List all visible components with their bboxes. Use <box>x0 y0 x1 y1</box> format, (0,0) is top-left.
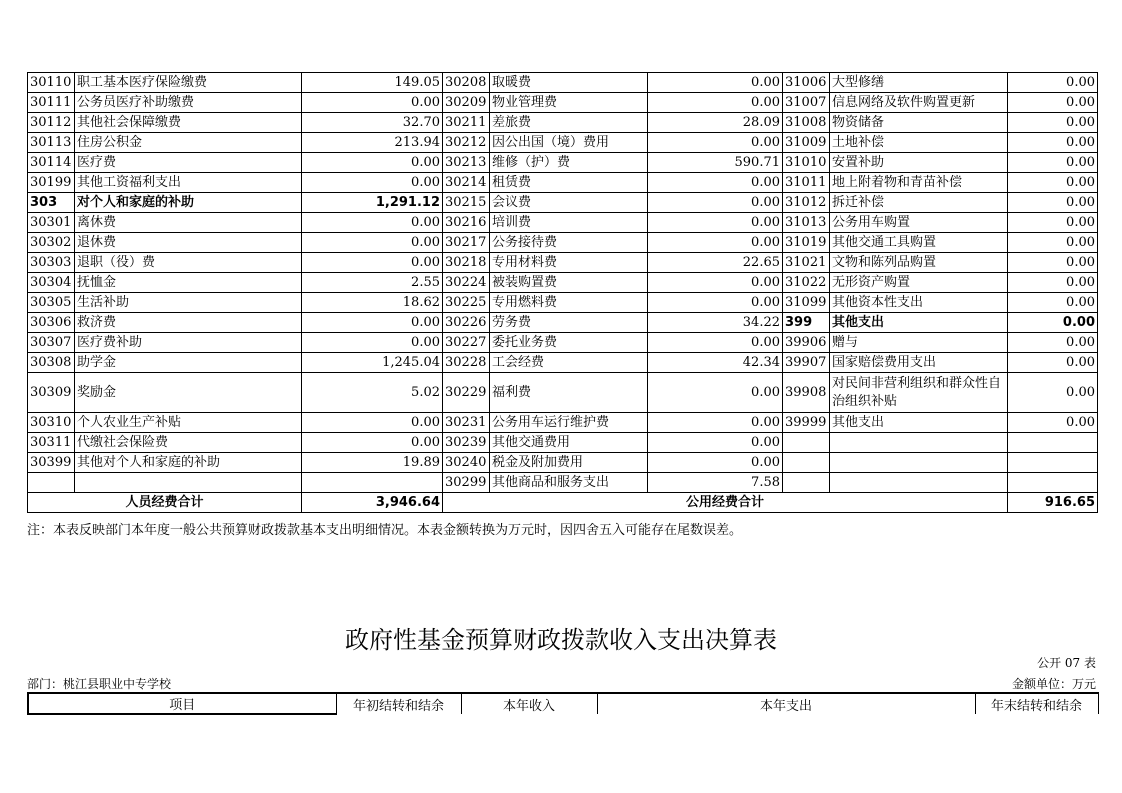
value-cell: 0.00 <box>648 233 783 253</box>
name-cell <box>75 473 302 493</box>
code-cell: 30309 <box>28 373 75 413</box>
code-cell: 30110 <box>28 73 75 93</box>
value-cell: 213.94 <box>302 133 443 153</box>
name-cell: 奖励金 <box>75 373 302 413</box>
value-cell: 0.00 <box>302 213 443 233</box>
value-cell: 0.00 <box>648 73 783 93</box>
name-cell: 退职（役）费 <box>75 253 302 273</box>
value-cell: 1,245.04 <box>302 353 443 373</box>
code-cell: 30217 <box>443 233 490 253</box>
value-cell: 0.00 <box>302 173 443 193</box>
table-row <box>28 253 1098 273</box>
table-row <box>28 333 1098 353</box>
code-cell: 30305 <box>28 293 75 313</box>
name-cell: 取暖费 <box>490 73 648 93</box>
value-cell: 0.00 <box>648 213 783 233</box>
code-cell: 31022 <box>783 273 830 293</box>
value-cell: 28.09 <box>648 113 783 133</box>
name-cell: 退休费 <box>75 233 302 253</box>
code-cell: 30209 <box>443 93 490 113</box>
code-cell: 30308 <box>28 353 75 373</box>
value-cell: 0.00 <box>1008 333 1098 353</box>
department-label: 部门：桃江县职业中专学校 <box>27 677 172 691</box>
name-cell: 其他支出 <box>830 313 1008 333</box>
code-cell: 30225 <box>443 293 490 313</box>
code-cell: 30239 <box>443 433 490 453</box>
code-cell: 399 <box>783 313 830 333</box>
value-cell: 0.00 <box>302 313 443 333</box>
header-expenditure: 本年支出 <box>597 693 975 714</box>
table-note: 注：本表反映部门本年度一般公共预算财政拨款基本支出明细情况。本表金额转换为万元时，因四舍五入可能存在尾数误差。 <box>27 523 743 538</box>
table-row <box>28 73 1098 93</box>
value-cell <box>1008 433 1098 453</box>
name-cell: 地上附着物和青苗补偿 <box>830 173 1008 193</box>
totals-row <box>28 493 1098 513</box>
table-body <box>28 73 1098 513</box>
name-cell: 赠与 <box>830 333 1008 353</box>
value-cell: 0.00 <box>648 453 783 473</box>
name-cell: 信息网络及软件购置更新 <box>830 93 1008 113</box>
value-cell: 0.00 <box>1008 73 1098 93</box>
code-cell: 30224 <box>443 273 490 293</box>
name-cell: 助学金 <box>75 353 302 373</box>
value-cell: 0.00 <box>648 193 783 213</box>
table-row <box>28 473 1098 493</box>
table-row <box>28 433 1098 453</box>
value-cell: 42.34 <box>648 353 783 373</box>
table-row <box>28 413 1098 433</box>
code-cell: 30311 <box>28 433 75 453</box>
value-cell: 0.00 <box>302 153 443 173</box>
code-cell: 30211 <box>443 113 490 133</box>
value-cell: 0.00 <box>648 293 783 313</box>
name-cell: 生活补助 <box>75 293 302 313</box>
name-cell: 抚恤金 <box>75 273 302 293</box>
code-cell: 30214 <box>443 173 490 193</box>
value-cell: 0.00 <box>648 173 783 193</box>
name-cell: 大型修缮 <box>830 73 1008 93</box>
name-cell: 专用燃料费 <box>490 293 648 313</box>
header-income: 本年收入 <box>461 693 597 714</box>
name-cell: 住房公积金 <box>75 133 302 153</box>
code-cell: 39999 <box>783 413 830 433</box>
code-cell: 30112 <box>28 113 75 133</box>
name-cell: 差旅费 <box>490 113 648 133</box>
name-cell: 公务员医疗补助缴费 <box>75 93 302 113</box>
code-cell: 30307 <box>28 333 75 353</box>
value-cell: 0.00 <box>1008 173 1098 193</box>
value-cell: 0.00 <box>648 433 783 453</box>
code-cell: 30304 <box>28 273 75 293</box>
table-row <box>28 173 1098 193</box>
code-cell: 30227 <box>443 333 490 353</box>
value-cell: 7.58 <box>648 473 783 493</box>
value-cell: 0.00 <box>1008 213 1098 233</box>
name-cell: 税金及附加费用 <box>490 453 648 473</box>
name-cell: 拆迁补偿 <box>830 193 1008 213</box>
value-cell: 0.00 <box>1008 273 1098 293</box>
value-cell: 0.00 <box>302 433 443 453</box>
table-row <box>28 233 1098 253</box>
name-cell: 福利费 <box>490 373 648 413</box>
table-row <box>28 313 1098 333</box>
table-row <box>28 193 1098 213</box>
name-cell: 代缴社会保险费 <box>75 433 302 453</box>
name-cell: 租赁费 <box>490 173 648 193</box>
personnel-total-label: 人员经费合计 <box>28 493 302 513</box>
value-cell: 18.62 <box>302 293 443 313</box>
code-cell: 39908 <box>783 373 830 413</box>
public-total-label: 公用经费合计 <box>443 493 1008 513</box>
value-cell <box>302 473 443 493</box>
value-cell: 5.02 <box>302 373 443 413</box>
value-cell: 0.00 <box>1008 353 1098 373</box>
name-cell: 被装购置费 <box>490 273 648 293</box>
name-cell: 维修（护）费 <box>490 153 648 173</box>
name-cell <box>830 453 1008 473</box>
value-cell: 0.00 <box>302 233 443 253</box>
personnel-total-value: 3,946.64 <box>302 493 443 513</box>
name-cell: 离休费 <box>75 213 302 233</box>
code-cell: 30231 <box>443 413 490 433</box>
code-cell: 39906 <box>783 333 830 353</box>
name-cell: 委托业务费 <box>490 333 648 353</box>
value-cell: 0.00 <box>302 413 443 433</box>
name-cell: 公务用车运行维护费 <box>490 413 648 433</box>
value-cell: 0.00 <box>1008 93 1098 113</box>
value-cell: 0.00 <box>1008 293 1098 313</box>
name-cell: 工会经费 <box>490 353 648 373</box>
code-cell: 31010 <box>783 153 830 173</box>
name-cell: 救济费 <box>75 313 302 333</box>
code-cell: 31007 <box>783 93 830 113</box>
name-cell: 其他资本性支出 <box>830 293 1008 313</box>
name-cell: 因公出国（境）费用 <box>490 133 648 153</box>
public-total-value: 916.65 <box>1008 493 1098 513</box>
header-item: 项目 <box>28 693 336 714</box>
name-cell: 对个人和家庭的补助 <box>75 193 302 213</box>
code-cell: 31019 <box>783 233 830 253</box>
name-cell: 公务用车购置 <box>830 213 1008 233</box>
value-cell: 0.00 <box>648 413 783 433</box>
table-row <box>28 213 1098 233</box>
value-cell: 0.00 <box>648 93 783 113</box>
code-cell: 30218 <box>443 253 490 273</box>
code-cell: 30199 <box>28 173 75 193</box>
value-cell: 34.22 <box>648 313 783 333</box>
value-cell: 0.00 <box>648 333 783 353</box>
name-cell: 其他工资福利支出 <box>75 173 302 193</box>
value-cell: 0.00 <box>1008 193 1098 213</box>
code-cell: 31008 <box>783 113 830 133</box>
value-cell: 22.65 <box>648 253 783 273</box>
value-cell <box>1008 473 1098 493</box>
page-title: 政府性基金预算财政拨款收入支出决算表 <box>345 626 777 654</box>
code-cell: 303 <box>28 193 75 213</box>
name-cell: 会议费 <box>490 193 648 213</box>
code-cell: 31099 <box>783 293 830 313</box>
name-cell: 其他对个人和家庭的补助 <box>75 453 302 473</box>
code-cell: 30208 <box>443 73 490 93</box>
value-cell <box>1008 453 1098 473</box>
value-cell: 0.00 <box>648 373 783 413</box>
value-cell: 0.00 <box>648 133 783 153</box>
value-cell: 0.00 <box>1008 253 1098 273</box>
header-opening-balance: 年初结转和结余 <box>336 693 461 714</box>
value-cell: 0.00 <box>1008 313 1098 333</box>
value-cell: 0.00 <box>1008 133 1098 153</box>
value-cell: 2.55 <box>302 273 443 293</box>
code-cell <box>28 473 75 493</box>
name-cell: 培训费 <box>490 213 648 233</box>
value-cell: 0.00 <box>1008 153 1098 173</box>
table-row <box>28 133 1098 153</box>
value-cell: 0.00 <box>302 253 443 273</box>
value-cell: 149.05 <box>302 73 443 93</box>
code-cell: 30114 <box>28 153 75 173</box>
code-cell: 30310 <box>28 413 75 433</box>
code-cell: 30213 <box>443 153 490 173</box>
name-cell: 个人农业生产补贴 <box>75 413 302 433</box>
unit-label: 金额单位：万元 <box>1011 677 1096 691</box>
name-cell: 土地补偿 <box>830 133 1008 153</box>
header-closing-balance: 年末结转和结余 <box>975 693 1098 714</box>
code-cell: 30299 <box>443 473 490 493</box>
code-cell: 30399 <box>28 453 75 473</box>
value-cell: 0.00 <box>648 273 783 293</box>
table-row <box>28 293 1098 313</box>
code-cell: 31006 <box>783 73 830 93</box>
code-cell: 30215 <box>443 193 490 213</box>
code-cell: 31013 <box>783 213 830 233</box>
fund-table-header <box>27 692 1099 715</box>
name-cell: 其他交通工具购置 <box>830 233 1008 253</box>
value-cell: 1,291.12 <box>302 193 443 213</box>
code-cell: 30111 <box>28 93 75 113</box>
table-row <box>28 453 1098 473</box>
name-cell <box>830 433 1008 453</box>
code-cell: 39907 <box>783 353 830 373</box>
name-cell: 其他支出 <box>830 413 1008 433</box>
code-cell: 30228 <box>443 353 490 373</box>
table-row <box>28 273 1098 293</box>
value-cell: 19.89 <box>302 453 443 473</box>
value-cell: 0.00 <box>302 333 443 353</box>
name-cell <box>830 473 1008 493</box>
value-cell: 32.70 <box>302 113 443 133</box>
name-cell: 其他商品和服务支出 <box>490 473 648 493</box>
name-cell: 医疗费 <box>75 153 302 173</box>
name-cell: 劳务费 <box>490 313 648 333</box>
name-cell: 职工基本医疗保险缴费 <box>75 73 302 93</box>
code-cell: 30226 <box>443 313 490 333</box>
value-cell: 0.00 <box>1008 373 1098 413</box>
code-cell <box>783 453 830 473</box>
code-cell: 30306 <box>28 313 75 333</box>
value-cell: 590.71 <box>648 153 783 173</box>
code-cell: 31009 <box>783 133 830 153</box>
code-cell: 30301 <box>28 213 75 233</box>
value-cell: 0.00 <box>1008 113 1098 133</box>
table-row <box>28 373 1098 413</box>
name-cell: 医疗费补助 <box>75 333 302 353</box>
code-cell: 30229 <box>443 373 490 413</box>
value-cell: 0.00 <box>1008 413 1098 433</box>
code-cell: 30212 <box>443 133 490 153</box>
code-cell: 30240 <box>443 453 490 473</box>
name-cell: 安置补助 <box>830 153 1008 173</box>
table-row <box>28 93 1098 113</box>
code-cell: 30302 <box>28 233 75 253</box>
table-row <box>28 153 1098 173</box>
code-cell <box>783 433 830 453</box>
name-cell: 专用材料费 <box>490 253 648 273</box>
code-cell <box>783 473 830 493</box>
name-cell: 对民间非营利组织和群众性自治组织补贴 <box>830 373 1008 413</box>
name-cell: 国家赔偿费用支出 <box>830 353 1008 373</box>
code-cell: 30303 <box>28 253 75 273</box>
name-cell: 物资储备 <box>830 113 1008 133</box>
table-code: 公开 07 表 <box>1037 656 1096 670</box>
table-row <box>28 353 1098 373</box>
code-cell: 31021 <box>783 253 830 273</box>
name-cell: 公务接待费 <box>490 233 648 253</box>
name-cell: 文物和陈列品购置 <box>830 253 1008 273</box>
basic-expenditure-table <box>27 72 1098 513</box>
name-cell: 其他社会保障缴费 <box>75 113 302 133</box>
table-row <box>28 113 1098 133</box>
code-cell: 30113 <box>28 133 75 153</box>
name-cell: 物业管理费 <box>490 93 648 113</box>
value-cell: 0.00 <box>1008 233 1098 253</box>
name-cell: 其他交通费用 <box>490 433 648 453</box>
name-cell: 无形资产购置 <box>830 273 1008 293</box>
code-cell: 30216 <box>443 213 490 233</box>
value-cell: 0.00 <box>302 93 443 113</box>
code-cell: 31011 <box>783 173 830 193</box>
code-cell: 31012 <box>783 193 830 213</box>
